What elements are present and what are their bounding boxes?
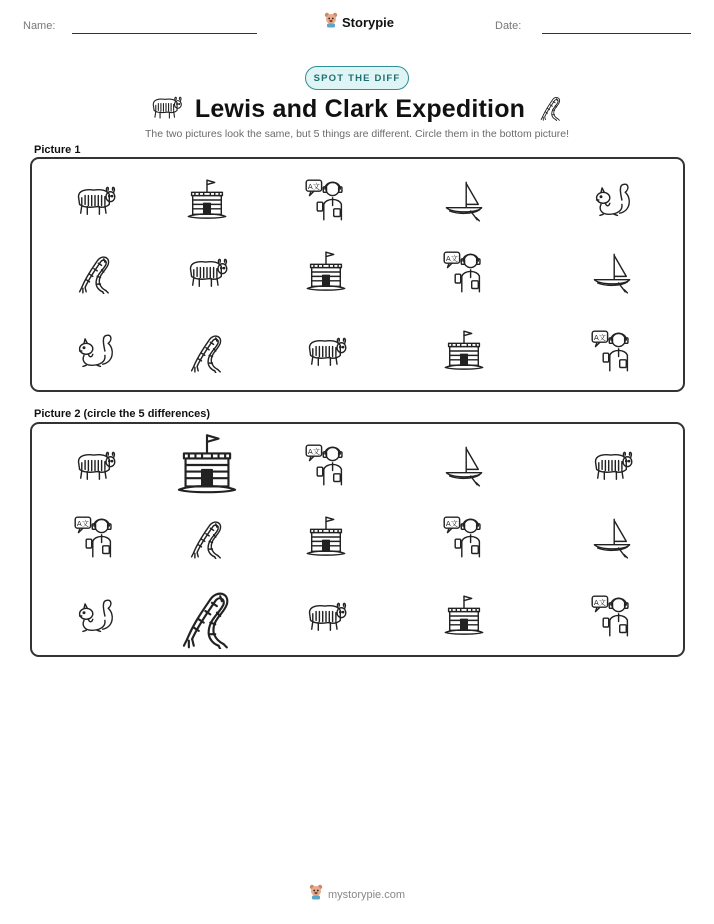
picture-item-cabin (185, 178, 229, 222)
instructions: The two pictures look the same, but 5 things are different. Circle them in the bottom picture! (144, 128, 570, 140)
date-label: Date: (495, 20, 522, 32)
picture-item-boat[interactable] (590, 515, 634, 559)
picture-item-squirrel (590, 178, 634, 222)
translator-icon (304, 178, 348, 222)
boat-icon (442, 443, 486, 487)
picture-item-rope[interactable] (185, 515, 229, 559)
cabin-icon (442, 594, 486, 638)
picture-item-boat[interactable] (442, 443, 486, 487)
cabin-icon (304, 515, 348, 559)
picture-2-panel[interactable] (30, 422, 685, 657)
rope-icon (73, 250, 117, 294)
picture-item-translator (590, 329, 634, 373)
picture-item-cabin (304, 250, 348, 294)
cabin-icon (174, 432, 240, 498)
picture-item-boat (442, 178, 486, 222)
picture-item-yak[interactable] (304, 594, 348, 638)
boat-icon (590, 250, 634, 294)
picture-2-label: Picture 2 (circle the 5 differences) (34, 408, 211, 420)
picture-item-yak (185, 250, 229, 294)
yak-icon (73, 178, 117, 222)
picture-item-yak (73, 178, 117, 222)
translator-icon (73, 515, 117, 559)
translator-icon (590, 594, 634, 638)
picture-item-cabin[interactable] (442, 594, 486, 638)
squirrel-icon (73, 594, 117, 638)
cabin-icon (185, 178, 229, 222)
yak-icon (590, 443, 634, 487)
brand-name: Storypie (342, 15, 395, 30)
yak-icon (304, 594, 348, 638)
rope-icon (185, 515, 229, 559)
rope-icon (537, 92, 565, 127)
yak-icon (149, 93, 183, 126)
boat-icon (590, 515, 634, 559)
picture-item-translator[interactable] (590, 594, 634, 638)
spot-the-diff-badge: SPOT THE DIFF (305, 66, 409, 90)
page-title: Lewis and Clark Expedition (194, 95, 526, 123)
picture-item-cabin (442, 329, 486, 373)
picture-item-cabin[interactable] (174, 432, 240, 498)
picture-1-panel (30, 157, 685, 392)
picture-item-translator[interactable] (442, 515, 486, 559)
picture-item-translator[interactable] (304, 443, 348, 487)
translator-icon (442, 250, 486, 294)
rope-icon (185, 329, 229, 373)
title-row (0, 92, 714, 127)
date-field-line[interactable] (542, 33, 691, 34)
picture-item-rope[interactable] (174, 583, 240, 649)
yak-icon (304, 329, 348, 373)
picture-item-squirrel[interactable] (73, 594, 117, 638)
name-field-line[interactable] (72, 33, 257, 34)
footer-url: mystorypie.com (327, 888, 406, 901)
bear-logo-icon (324, 12, 338, 33)
footer (0, 884, 714, 905)
translator-icon (442, 515, 486, 559)
picture-1-label: Picture 1 (34, 144, 81, 156)
picture-item-boat (590, 250, 634, 294)
picture-item-squirrel (73, 329, 117, 373)
boat-icon (442, 178, 486, 222)
yak-icon (73, 443, 117, 487)
picture-item-rope (73, 250, 117, 294)
squirrel-icon (73, 329, 117, 373)
picture-item-translator (442, 250, 486, 294)
picture-item-yak[interactable] (590, 443, 634, 487)
name-label: Name: (23, 20, 56, 32)
picture-item-translator (304, 178, 348, 222)
picture-item-rope (185, 329, 229, 373)
picture-item-yak[interactable] (73, 443, 117, 487)
picture-item-translator[interactable] (73, 515, 117, 559)
translator-icon (304, 443, 348, 487)
bear-logo-icon (309, 884, 323, 905)
cabin-icon (442, 329, 486, 373)
brand (324, 12, 394, 33)
rope-icon (174, 583, 240, 649)
cabin-icon (304, 250, 348, 294)
yak-icon (185, 250, 229, 294)
squirrel-icon (590, 178, 634, 222)
translator-icon (590, 329, 634, 373)
picture-item-cabin[interactable] (304, 515, 348, 559)
picture-item-yak (304, 329, 348, 373)
